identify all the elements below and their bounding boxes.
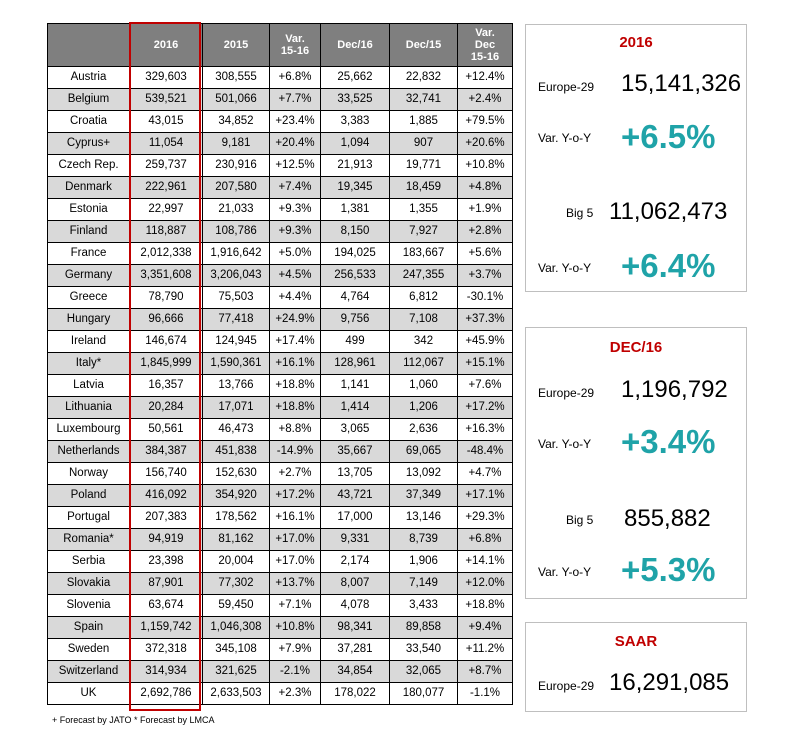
value-cell: 1,355 — [390, 199, 458, 221]
value-cell: 1,060 — [390, 375, 458, 397]
country-cell: Belgium — [48, 89, 130, 111]
table-row — [48, 683, 513, 705]
value-cell: +15.1% — [458, 353, 513, 375]
value-cell: 63,674 — [130, 595, 203, 617]
panel-2016-title: 2016 — [619, 34, 653, 51]
table-row — [48, 155, 513, 177]
panel-2016 — [525, 24, 747, 292]
value-cell: +2.4% — [458, 89, 513, 111]
value-cell: 499 — [321, 331, 390, 353]
value-cell: 3,433 — [390, 595, 458, 617]
value-cell: 1,885 — [390, 111, 458, 133]
country-cell: Italy* — [48, 353, 130, 375]
value-cell: 222,961 — [130, 177, 203, 199]
value-cell: 178,022 — [321, 683, 390, 705]
value-cell: 1,906 — [390, 551, 458, 573]
value-cell: 1,590,361 — [203, 353, 270, 375]
value-cell: 207,383 — [130, 507, 203, 529]
table-row — [48, 331, 513, 353]
value-cell: +12.0% — [458, 573, 513, 595]
value-cell: 146,674 — [130, 331, 203, 353]
value-cell: 19,771 — [390, 155, 458, 177]
value-cell: +20.4% — [270, 133, 321, 155]
table-row — [48, 221, 513, 243]
value-cell: 128,961 — [321, 353, 390, 375]
table-row — [48, 485, 513, 507]
value-cell: 124,945 — [203, 331, 270, 353]
value-cell: +8.8% — [270, 419, 321, 441]
table-row — [48, 111, 513, 133]
country-cell: Lithuania — [48, 397, 130, 419]
value-cell: +4.5% — [270, 265, 321, 287]
panel-2016-big5-value: 11,062,473 — [609, 198, 728, 225]
panel-dec16-var2-label: Var. Y-o-Y — [538, 565, 592, 579]
table-row — [48, 595, 513, 617]
value-cell: +3.7% — [458, 265, 513, 287]
panel-2016-var1-value: +6.5% — [621, 118, 716, 155]
value-cell: 345,108 — [203, 639, 270, 661]
value-cell: 87,901 — [130, 573, 203, 595]
value-cell: -14.9% — [270, 441, 321, 463]
value-cell: +14.1% — [458, 551, 513, 573]
value-cell: 230,916 — [203, 155, 270, 177]
value-cell: 35,667 — [321, 441, 390, 463]
value-cell: 9,331 — [321, 529, 390, 551]
panel-2016-var2-label: Var. Y-o-Y — [538, 261, 592, 275]
country-cell: Luxembourg — [48, 419, 130, 441]
panel-2016-var2-value: +6.4% — [621, 247, 716, 284]
value-cell: +1.9% — [458, 199, 513, 221]
value-cell: 50,561 — [130, 419, 203, 441]
country-cell: Cyprus+ — [48, 133, 130, 155]
table-header-row — [48, 24, 513, 67]
value-cell: 11,054 — [130, 133, 203, 155]
value-cell: +45.9% — [458, 331, 513, 353]
value-cell: +7.7% — [270, 89, 321, 111]
panel-saar-europe-value: 16,291,085 — [609, 669, 730, 696]
table-row — [48, 617, 513, 639]
table-row — [48, 661, 513, 683]
column-header: 2016 — [130, 24, 203, 67]
value-cell: 8,739 — [390, 529, 458, 551]
value-cell: 13,092 — [390, 463, 458, 485]
value-cell: 108,786 — [203, 221, 270, 243]
country-cell: Denmark — [48, 177, 130, 199]
country-cell: Croatia — [48, 111, 130, 133]
panel-2016-europe-label: Europe-29 — [538, 80, 595, 94]
value-cell: 25,662 — [321, 67, 390, 89]
value-cell: 1,046,308 — [203, 617, 270, 639]
country-cell: UK — [48, 683, 130, 705]
value-cell: 17,071 — [203, 397, 270, 419]
value-cell: 34,852 — [203, 111, 270, 133]
value-cell: 194,025 — [321, 243, 390, 265]
value-cell: 22,832 — [390, 67, 458, 89]
table-row — [48, 441, 513, 463]
country-cell: Czech Rep. — [48, 155, 130, 177]
value-cell: 77,418 — [203, 309, 270, 331]
table-row — [48, 463, 513, 485]
value-cell: 3,351,608 — [130, 265, 203, 287]
value-cell: 112,067 — [390, 353, 458, 375]
value-cell: +17.0% — [270, 551, 321, 573]
value-cell: +2.3% — [270, 683, 321, 705]
value-cell: 354,920 — [203, 485, 270, 507]
value-cell: 259,737 — [130, 155, 203, 177]
table-row — [48, 419, 513, 441]
value-cell: 7,108 — [390, 309, 458, 331]
value-cell: 32,065 — [390, 661, 458, 683]
value-cell: -2.1% — [270, 661, 321, 683]
value-cell: +12.4% — [458, 67, 513, 89]
panel-dec16-big5-label: Big 5 — [566, 513, 594, 527]
value-cell: +17.2% — [458, 397, 513, 419]
value-cell: 7,927 — [390, 221, 458, 243]
value-cell: +5.6% — [458, 243, 513, 265]
value-cell: +20.6% — [458, 133, 513, 155]
country-cell: Slovenia — [48, 595, 130, 617]
value-cell: 94,919 — [130, 529, 203, 551]
value-cell: 329,603 — [130, 67, 203, 89]
table-row — [48, 89, 513, 111]
value-cell: 13,766 — [203, 375, 270, 397]
value-cell: 152,630 — [203, 463, 270, 485]
table-row — [48, 265, 513, 287]
value-cell: 13,705 — [321, 463, 390, 485]
value-cell: +10.8% — [270, 617, 321, 639]
column-header: 2015 — [203, 24, 270, 67]
value-cell: +13.7% — [270, 573, 321, 595]
value-cell: +18.8% — [270, 375, 321, 397]
value-cell: 183,667 — [390, 243, 458, 265]
value-cell: 501,066 — [203, 89, 270, 111]
value-cell: +9.4% — [458, 617, 513, 639]
value-cell: 23,398 — [130, 551, 203, 573]
table-row — [48, 133, 513, 155]
value-cell: +6.8% — [458, 529, 513, 551]
country-cell: Finland — [48, 221, 130, 243]
value-cell: 539,521 — [130, 89, 203, 111]
value-cell: +9.3% — [270, 221, 321, 243]
panel-2016-europe-value: 15,141,326 — [621, 70, 742, 97]
table-row — [48, 529, 513, 551]
value-cell: 308,555 — [203, 67, 270, 89]
panel-dec16 — [525, 327, 747, 599]
value-cell: +4.8% — [458, 177, 513, 199]
table-row — [48, 199, 513, 221]
value-cell: +9.3% — [270, 199, 321, 221]
value-cell: +18.8% — [270, 397, 321, 419]
value-cell: 384,387 — [130, 441, 203, 463]
registrations-table-container — [47, 23, 512, 705]
value-cell: +18.8% — [458, 595, 513, 617]
value-cell: +6.8% — [270, 67, 321, 89]
value-cell: +2.8% — [458, 221, 513, 243]
registrations-table — [47, 23, 513, 705]
table-row — [48, 243, 513, 265]
country-cell: Greece — [48, 287, 130, 309]
table-row — [48, 353, 513, 375]
value-cell: 1,141 — [321, 375, 390, 397]
value-cell: 907 — [390, 133, 458, 155]
value-cell: +17.0% — [270, 529, 321, 551]
table-body — [48, 67, 513, 705]
value-cell: +5.0% — [270, 243, 321, 265]
value-cell: +17.1% — [458, 485, 513, 507]
value-cell: 3,383 — [321, 111, 390, 133]
column-header: Var. Dec 15-16 — [458, 24, 513, 67]
value-cell: 342 — [390, 331, 458, 353]
value-cell: +7.6% — [458, 375, 513, 397]
value-cell: +16.1% — [270, 353, 321, 375]
table-row — [48, 507, 513, 529]
country-cell: Poland — [48, 485, 130, 507]
panel-dec16-europe-label: Europe-29 — [538, 386, 595, 400]
value-cell: +37.3% — [458, 309, 513, 331]
table-row — [48, 309, 513, 331]
value-cell: 8,007 — [321, 573, 390, 595]
value-cell: +4.7% — [458, 463, 513, 485]
value-cell: 17,000 — [321, 507, 390, 529]
value-cell: 1,414 — [321, 397, 390, 419]
value-cell: +17.4% — [270, 331, 321, 353]
panel-dec16-europe-value: 1,196,792 — [621, 376, 728, 403]
value-cell: 3,206,043 — [203, 265, 270, 287]
value-cell: 1,916,642 — [203, 243, 270, 265]
value-cell: 2,174 — [321, 551, 390, 573]
value-cell: +7.9% — [270, 639, 321, 661]
value-cell: 2,692,786 — [130, 683, 203, 705]
value-cell: 43,721 — [321, 485, 390, 507]
value-cell: 6,812 — [390, 287, 458, 309]
value-cell: +7.1% — [270, 595, 321, 617]
value-cell: +24.9% — [270, 309, 321, 331]
value-cell: 247,355 — [390, 265, 458, 287]
panel-saar-title: SAAR — [614, 633, 658, 650]
panel-saar-europe-label: Europe-29 — [538, 679, 595, 693]
value-cell: 9,756 — [321, 309, 390, 331]
country-cell: Slovakia — [48, 573, 130, 595]
table-row — [48, 397, 513, 419]
country-cell: Austria — [48, 67, 130, 89]
country-cell: Spain — [48, 617, 130, 639]
value-cell: 451,838 — [203, 441, 270, 463]
value-cell: 33,540 — [390, 639, 458, 661]
country-cell: Romania* — [48, 529, 130, 551]
value-cell: 21,033 — [203, 199, 270, 221]
value-cell: 21,913 — [321, 155, 390, 177]
value-cell: 314,934 — [130, 661, 203, 683]
value-cell: 22,997 — [130, 199, 203, 221]
panel-dec16-var1-label: Var. Y-o-Y — [538, 437, 592, 451]
value-cell: 1,845,999 — [130, 353, 203, 375]
value-cell: 59,450 — [203, 595, 270, 617]
panel-2016-big5-label: Big 5 — [566, 206, 594, 220]
value-cell: 207,580 — [203, 177, 270, 199]
country-cell: Germany — [48, 265, 130, 287]
value-cell: +17.2% — [270, 485, 321, 507]
panel-2016-var1-label: Var. Y-o-Y — [538, 131, 592, 145]
footnote: + Forecast by JATO * Forecast by LMCA — [52, 715, 215, 725]
value-cell: 2,636 — [390, 419, 458, 441]
panel-saar — [525, 622, 747, 712]
value-cell: +8.7% — [458, 661, 513, 683]
country-cell: Serbia — [48, 551, 130, 573]
value-cell: 178,562 — [203, 507, 270, 529]
value-cell: -30.1% — [458, 287, 513, 309]
country-cell: Estonia — [48, 199, 130, 221]
table-row — [48, 573, 513, 595]
country-cell: France — [48, 243, 130, 265]
value-cell: 118,887 — [130, 221, 203, 243]
value-cell: 372,318 — [130, 639, 203, 661]
value-cell: 75,503 — [203, 287, 270, 309]
column-header: Var. 15-16 — [270, 24, 321, 67]
column-header: Dec/16 — [321, 24, 390, 67]
value-cell: +23.4% — [270, 111, 321, 133]
panel-dec16-var1-value: +3.4% — [621, 423, 716, 460]
value-cell: 8,150 — [321, 221, 390, 243]
panel-dec16-title: DEC/16 — [609, 339, 663, 356]
value-cell: +29.3% — [458, 507, 513, 529]
value-cell: 4,078 — [321, 595, 390, 617]
value-cell: +16.1% — [270, 507, 321, 529]
country-cell: Switzerland — [48, 661, 130, 683]
country-cell: Ireland — [48, 331, 130, 353]
table-row — [48, 177, 513, 199]
value-cell: 20,004 — [203, 551, 270, 573]
value-cell: +79.5% — [458, 111, 513, 133]
value-cell: +4.4% — [270, 287, 321, 309]
table-row — [48, 287, 513, 309]
value-cell: 180,077 — [390, 683, 458, 705]
country-cell: Netherlands — [48, 441, 130, 463]
value-cell: +11.2% — [458, 639, 513, 661]
value-cell: 156,740 — [130, 463, 203, 485]
country-cell: Hungary — [48, 309, 130, 331]
country-cell: Sweden — [48, 639, 130, 661]
value-cell: 20,284 — [130, 397, 203, 419]
value-cell: 69,065 — [390, 441, 458, 463]
value-cell: 1,159,742 — [130, 617, 203, 639]
value-cell: +10.8% — [458, 155, 513, 177]
value-cell: 34,854 — [321, 661, 390, 683]
value-cell: 77,302 — [203, 573, 270, 595]
value-cell: -48.4% — [458, 441, 513, 463]
value-cell: 416,092 — [130, 485, 203, 507]
value-cell: 96,666 — [130, 309, 203, 331]
value-cell: 18,459 — [390, 177, 458, 199]
value-cell: 2,633,503 — [203, 683, 270, 705]
value-cell: 46,473 — [203, 419, 270, 441]
value-cell: +7.4% — [270, 177, 321, 199]
value-cell: 32,741 — [390, 89, 458, 111]
value-cell: 4,764 — [321, 287, 390, 309]
country-cell: Latvia — [48, 375, 130, 397]
column-header: Dec/15 — [390, 24, 458, 67]
value-cell: +16.3% — [458, 419, 513, 441]
value-cell: 9,181 — [203, 133, 270, 155]
value-cell: +12.5% — [270, 155, 321, 177]
value-cell: 37,281 — [321, 639, 390, 661]
value-cell: 16,357 — [130, 375, 203, 397]
value-cell: 89,858 — [390, 617, 458, 639]
value-cell: 2,012,338 — [130, 243, 203, 265]
value-cell: -1.1% — [458, 683, 513, 705]
value-cell: 256,533 — [321, 265, 390, 287]
panel-dec16-var2-value: +5.3% — [621, 551, 716, 588]
value-cell: 33,525 — [321, 89, 390, 111]
table-row — [48, 551, 513, 573]
country-cell: Portugal — [48, 507, 130, 529]
value-cell: 3,065 — [321, 419, 390, 441]
column-header — [48, 24, 130, 67]
table-row — [48, 375, 513, 397]
panel-dec16-big5-value: 855,882 — [624, 505, 711, 532]
value-cell: 7,149 — [390, 573, 458, 595]
value-cell: 43,015 — [130, 111, 203, 133]
value-cell: 1,094 — [321, 133, 390, 155]
table-row — [48, 67, 513, 89]
value-cell: 19,345 — [321, 177, 390, 199]
value-cell: 1,381 — [321, 199, 390, 221]
country-cell: Norway — [48, 463, 130, 485]
value-cell: 37,349 — [390, 485, 458, 507]
value-cell: 321,625 — [203, 661, 270, 683]
value-cell: 1,206 — [390, 397, 458, 419]
value-cell: 13,146 — [390, 507, 458, 529]
value-cell: 98,341 — [321, 617, 390, 639]
value-cell: +2.7% — [270, 463, 321, 485]
value-cell: 81,162 — [203, 529, 270, 551]
table-row — [48, 639, 513, 661]
value-cell: 78,790 — [130, 287, 203, 309]
